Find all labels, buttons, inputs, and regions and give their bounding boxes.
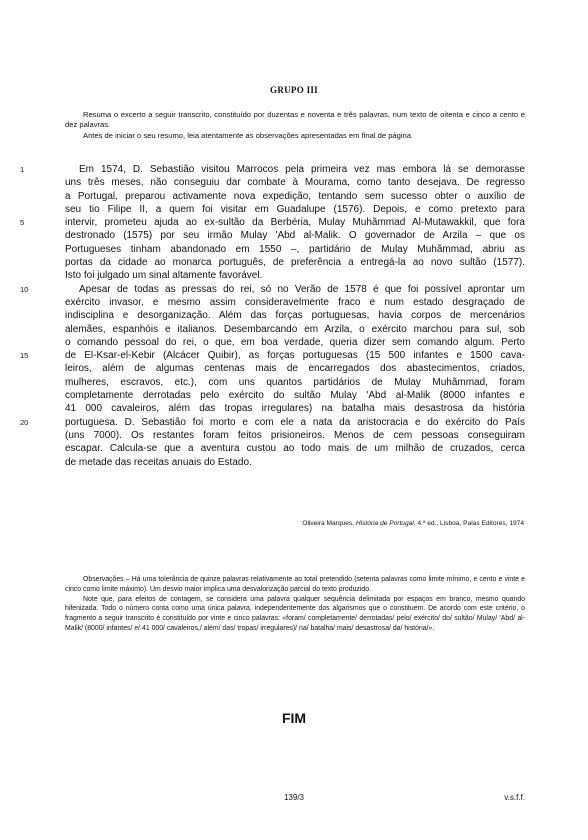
page-number: 139/3: [283, 793, 305, 802]
excerpt-line-text: 41 000 cavaleiros, além das tropas irregulares) na batalha mais desastrosa da história: [65, 403, 525, 415]
group-heading: GRUPO III: [270, 85, 318, 95]
excerpt-line-text: portas da cidade ao monarca português, de preferência a entregá-la ao novo sultão (1577).: [65, 257, 525, 269]
excerpt-line-text: leiros, além de algumas centenas mais de encarregados dos abastecimentos, criados,: [65, 363, 525, 375]
end-mark: FIM: [281, 710, 307, 726]
excerpt-line: [20, 216, 525, 229]
excerpt-line: [65, 323, 525, 336]
excerpt-line-text: uns três meses, não conseguiu dar combate à Mourama, como tanto desejava. De regresso: [65, 177, 525, 189]
excerpt-line: [65, 336, 525, 349]
excerpt-line: [20, 349, 525, 362]
excerpt-line-text: escapar. Calcula-se que a aventura custou ao todo mais de um milhão de cruzados, cerca: [65, 443, 525, 455]
excerpt-line: [20, 283, 525, 296]
line-number: 1: [20, 165, 25, 174]
observations-block: [65, 575, 525, 634]
observation-paragraph: Observações – Há uma tolerância de quinze palavras relativamente ao total pretendido (setenta palavras como limite mínimo, e cento e vinte e cinco como limite máximo). Um desvio maior implica uma desvalorização parcial do texto produzido.: [65, 576, 525, 593]
excerpt-line-text: a Portugal, preparou activamente nova expedição, tentando sem sucesso obter o auxílio de: [65, 190, 525, 202]
excerpt-line: [65, 256, 525, 269]
excerpt-line-text: mulheres, escravos, etc.), com uns quantos partidários de Mulay Muhãmmad, foram: [65, 376, 525, 388]
excerpt-line: [65, 269, 525, 282]
excerpt-line: [65, 362, 525, 375]
excerpt-line: [65, 296, 525, 309]
excerpt-text: [20, 163, 525, 469]
excerpt-line-text: Apesar de todas as pressas do rei, só no Verão de 1578 é que foi possível aprontar um: [79, 283, 525, 295]
citation-details: , 4.ª ed., Lisboa, Palas Editores, 1974: [413, 520, 524, 527]
excerpt-line: [65, 389, 525, 402]
continue-mark: v.s.f.f.: [504, 793, 525, 802]
excerpt-line: [65, 309, 525, 322]
excerpt-line-text: indisciplina e desorganização. Além das forças portuguesas, havia corpos de mercenários: [65, 310, 525, 322]
excerpt-line-text: completamente derrotadas pelo exército do sultão Mulay 'Abd al-Malik (8000 infantes e: [65, 390, 525, 402]
instruction-text: Resuma o excerto a seguir transcrito, constituído por duzentas e noventa e três palavras, num texto de oitenta e cinco a cento e dez palavras.: [65, 110, 525, 130]
excerpt-line-text: Em 1574, D. Sebastião visitou Marrocos pela primeira vez mas embora lá se demorasse: [79, 164, 525, 175]
excerpt-line-text: intervir, prometeu ajuda ao ex-sultão da Berbéria, Mulay Muhãmmad Al-Mutawakkil, que fora: [65, 217, 525, 229]
line-number: 10: [20, 284, 29, 294]
excerpt-line: [65, 203, 525, 216]
excerpt-line: [20, 416, 525, 429]
excerpt-line-text: alemães, espanhóis e italianos. Desembarcando em Arzila, o exército marchou para sul, sob: [65, 323, 525, 335]
line-number: 20: [20, 417, 29, 427]
excerpt-line-text: seu tio Filipe II, a quem foi visitar em Guadalupe (1576). Depois, e como pretexto para: [65, 203, 525, 215]
excerpt-line-text: Isto foi julgado um sinal altamente favorável.: [65, 270, 263, 282]
citation-author: Oliveira Marques,: [302, 520, 355, 527]
excerpt-line: [65, 229, 525, 242]
instruction-paragraph: [65, 110, 525, 131]
excerpt-line-text: Portugueses tinham abandonado em 1550 –, partidário de Mulay Muhãmmad, abriu as: [65, 243, 525, 255]
excerpt-line-text: exército invasor, e mesmo assim consideravelmente fraco e num estado desgraçado de: [65, 296, 525, 308]
excerpt-line: [65, 190, 525, 203]
excerpt-line: [65, 243, 525, 256]
excerpt-line: [65, 429, 525, 442]
instruction-paragraph: [65, 131, 525, 141]
excerpt-line: [20, 163, 525, 176]
excerpt-line: [65, 456, 525, 469]
excerpt-line-text: portuguesa. D. Sebastião foi morto e com ele a nata da aristocracia e do exército do País: [65, 416, 525, 428]
excerpt-line-text: de El-Ksar-el-Kebir (Alcácer Quibir), as forças portuguesas (15 500 infantes e 1500 cava-: [65, 350, 525, 362]
source-citation: [65, 520, 524, 527]
excerpt-line: [65, 442, 525, 455]
excerpt-line-text: destronado (1575) por seu irmão Mulay 'Abd al-Malik. O governador de Arzila – que os: [65, 230, 525, 242]
excerpt-line-text: de metade das receitas anuais do Estado.: [65, 456, 252, 468]
citation-title: História de Portugal: [355, 520, 414, 527]
excerpt-line-text: (uns 7000). Os restantes foram feitos prisioneiros. Menos de cem pessoas conseguiram: [65, 429, 525, 441]
observation-paragraph: Note que, para efeitos de contagem, se considera uma palavra qualquer sequência delimitada por espaços em branco, mesmo quando hifenizada. Todo o número conta como uma única palavra, independentemente dos algarismos que o constituem. De acordo com este critério, o fragmento a seguir transcrito é constituído por vinte e cinco palavras: «foram/ completamente/ derrotadas/ pelo/ exército/ do/ sultão/ Mulay/ 'Abd/ al-Malik/ (8000/ infantes/ e/ 41 000/ cavaleiros,/ além/ das/ tropas/ irregulares)/ na/ batalha/ mais/ desastrosa/ da/ história/».: [65, 595, 525, 632]
excerpt-line: [65, 402, 525, 415]
line-number: 15: [20, 351, 29, 361]
excerpt-line-text: o comando pessoal do rei, o que, em boa verdade, queria dizer sem comando algum. Perto: [65, 336, 525, 348]
instruction-text: Antes de iniciar o seu resumo, leia atentamente as observações apresentadas em final de página.: [83, 131, 414, 140]
excerpt-line: [65, 176, 525, 189]
line-number: 5: [20, 218, 25, 228]
excerpt-line: [65, 376, 525, 389]
